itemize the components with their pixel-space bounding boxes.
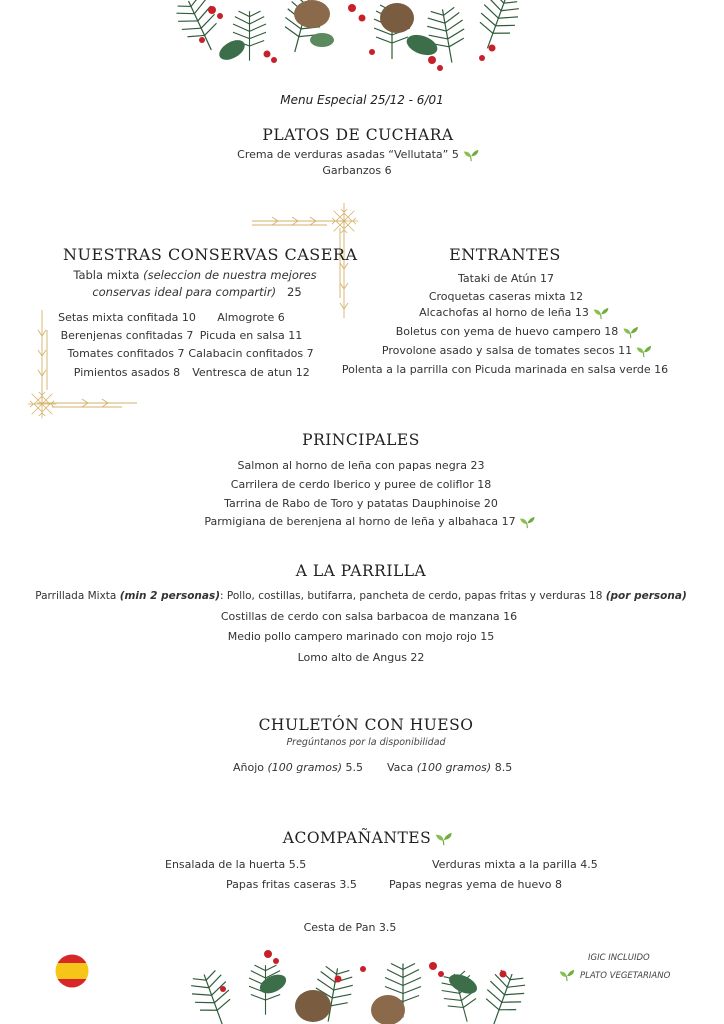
legend-veg-label: PLATO VEGETARIANO (580, 971, 671, 981)
conservas-heading: NUESTRAS CONSERVAS CASERA (63, 245, 358, 264)
vegetarian-leaf-icon (622, 326, 638, 339)
vegetarian-leaf-icon (435, 832, 453, 846)
parrillada-desc: : Pollo, costillas, butifarra, pancheta de cerdo, papas fritas y verduras 18 (220, 590, 606, 602)
tabla-price: 25 (287, 285, 302, 299)
menu-item: Garbanzos 6 (322, 164, 392, 177)
menu-item: Papas negras yema de huevo 8 (389, 878, 562, 891)
entrantes-heading: ENTRANTES (449, 245, 561, 264)
vaca-name: Vaca (387, 761, 417, 774)
menu-title: Menu Especial 25/12 - 6/01 (280, 93, 444, 107)
platos-cuchara-heading: PLATOS DE CUCHARA (262, 126, 454, 144)
menu-item: Carrilera de cerdo Iberico y puree de coliflor 18 (230, 478, 492, 491)
vegetarian-leaf-icon (593, 307, 609, 320)
menu-item: Berenjenas confitadas 7 (60, 329, 194, 342)
menu-item: Ventresca de atun 12 (192, 366, 310, 379)
parrillada-per: (por persona) (605, 590, 687, 602)
menu-item-label: Boletus con yema de huevo campero 18 (395, 325, 619, 338)
parrilla-heading: A LA PARRILLA (295, 562, 427, 580)
legend-veg (559, 969, 670, 982)
parrillada-name: Parrillada Mixta (35, 590, 120, 602)
menu-item: Papas fritas caseras 3.5 (226, 878, 357, 891)
menu-item (382, 344, 652, 358)
vaca-weight: (100 gramos) (416, 761, 492, 774)
menu-item: Tarrina de Rabo de Toro y patatas Dauphinoise 20 (224, 497, 498, 510)
menu-item: Medio pollo campero marinado con mojo rojo 15 (227, 630, 495, 643)
menu-item (35, 590, 687, 602)
tabla-name: Tabla mixta (73, 268, 144, 282)
vegetarian-leaf-icon (636, 345, 652, 358)
vegetarian-leaf-icon (559, 969, 575, 982)
snowflake-ornament-icon (22, 310, 137, 420)
menu-item: Lomo alto de Angus 22 (297, 651, 425, 664)
menu-item: Picuda en salsa 11 (199, 329, 303, 342)
menu-item (237, 148, 479, 162)
menu-item: Tataki de Atún 17 (458, 272, 554, 285)
menu-item (233, 761, 363, 774)
christmas-garland-bottom (183, 944, 533, 1024)
chuleton-subtitle: Pregúntanos por la disponibilidad (286, 737, 446, 748)
menu-item (396, 325, 639, 339)
menu-item-label: Parmigiana de berenjena al horno de leña y albahaca 17 (204, 515, 516, 528)
anojo-weight: (100 gramos) (267, 761, 343, 774)
tabla-desc: (seleccion de nuestra mejores (143, 268, 317, 282)
christmas-garland-top (172, 0, 532, 80)
menu-item: Verduras mixta a la parilla 4.5 (432, 858, 598, 871)
menu-item (204, 515, 535, 529)
parrillada-note: (min 2 personas) (119, 590, 221, 602)
tabla-mixta-line2 (92, 285, 301, 299)
menu-item (419, 306, 609, 320)
menu-item-label: Alcachofas al horno de leña 13 (419, 306, 589, 319)
principales-heading: PRINCIPALES (302, 431, 420, 449)
spain-flag-icon[interactable] (55, 954, 89, 988)
menu-item: Calabacin confitados 7 (188, 347, 314, 360)
acompanantes-heading (283, 829, 453, 847)
acompanantes-heading-label: ACOMPAÑANTES (282, 829, 432, 847)
menu-item: Cesta de Pan 3.5 (303, 921, 397, 934)
menu-item: Setas mixta confitada 10 (58, 311, 196, 324)
anojo-name: Añojo (233, 761, 268, 774)
tabla-desc2: conservas ideal para compartir) (92, 285, 277, 299)
tabla-mixta (73, 268, 316, 282)
menu-item-label: Crema de verduras asadas “Vellutata” 5 (237, 148, 459, 161)
menu-item: Costillas de cerdo con salsa barbacoa de manzana 16 (220, 610, 518, 623)
legend-igic: IGIC INCLUIDO (588, 953, 650, 963)
menu-item: Pimientos asados 8 (73, 366, 181, 379)
vaca-price: 8.5 (491, 761, 513, 774)
vegetarian-leaf-icon (520, 516, 536, 529)
vegetarian-leaf-icon (463, 149, 479, 162)
menu-item: Polenta a la parrilla con Picuda marinada en salsa verde 16 (341, 363, 669, 376)
menu-item: Almogrote 6 (217, 311, 285, 324)
menu-item (387, 761, 512, 774)
menu-item: Ensalada de la huerta 5.5 (165, 858, 307, 871)
menu-item-label: Provolone asado y salsa de tomates secos 11 (381, 344, 633, 357)
chuleton-heading: CHULETÓN CON HUESO (258, 716, 474, 734)
menu-item: Croquetas caseras mixta 12 (428, 290, 584, 303)
menu-item: Tomates confitados 7 (67, 347, 185, 360)
anojo-price: 5.5 (342, 761, 364, 774)
menu-item: Salmon al horno de leña con papas negra 23 (237, 459, 485, 472)
